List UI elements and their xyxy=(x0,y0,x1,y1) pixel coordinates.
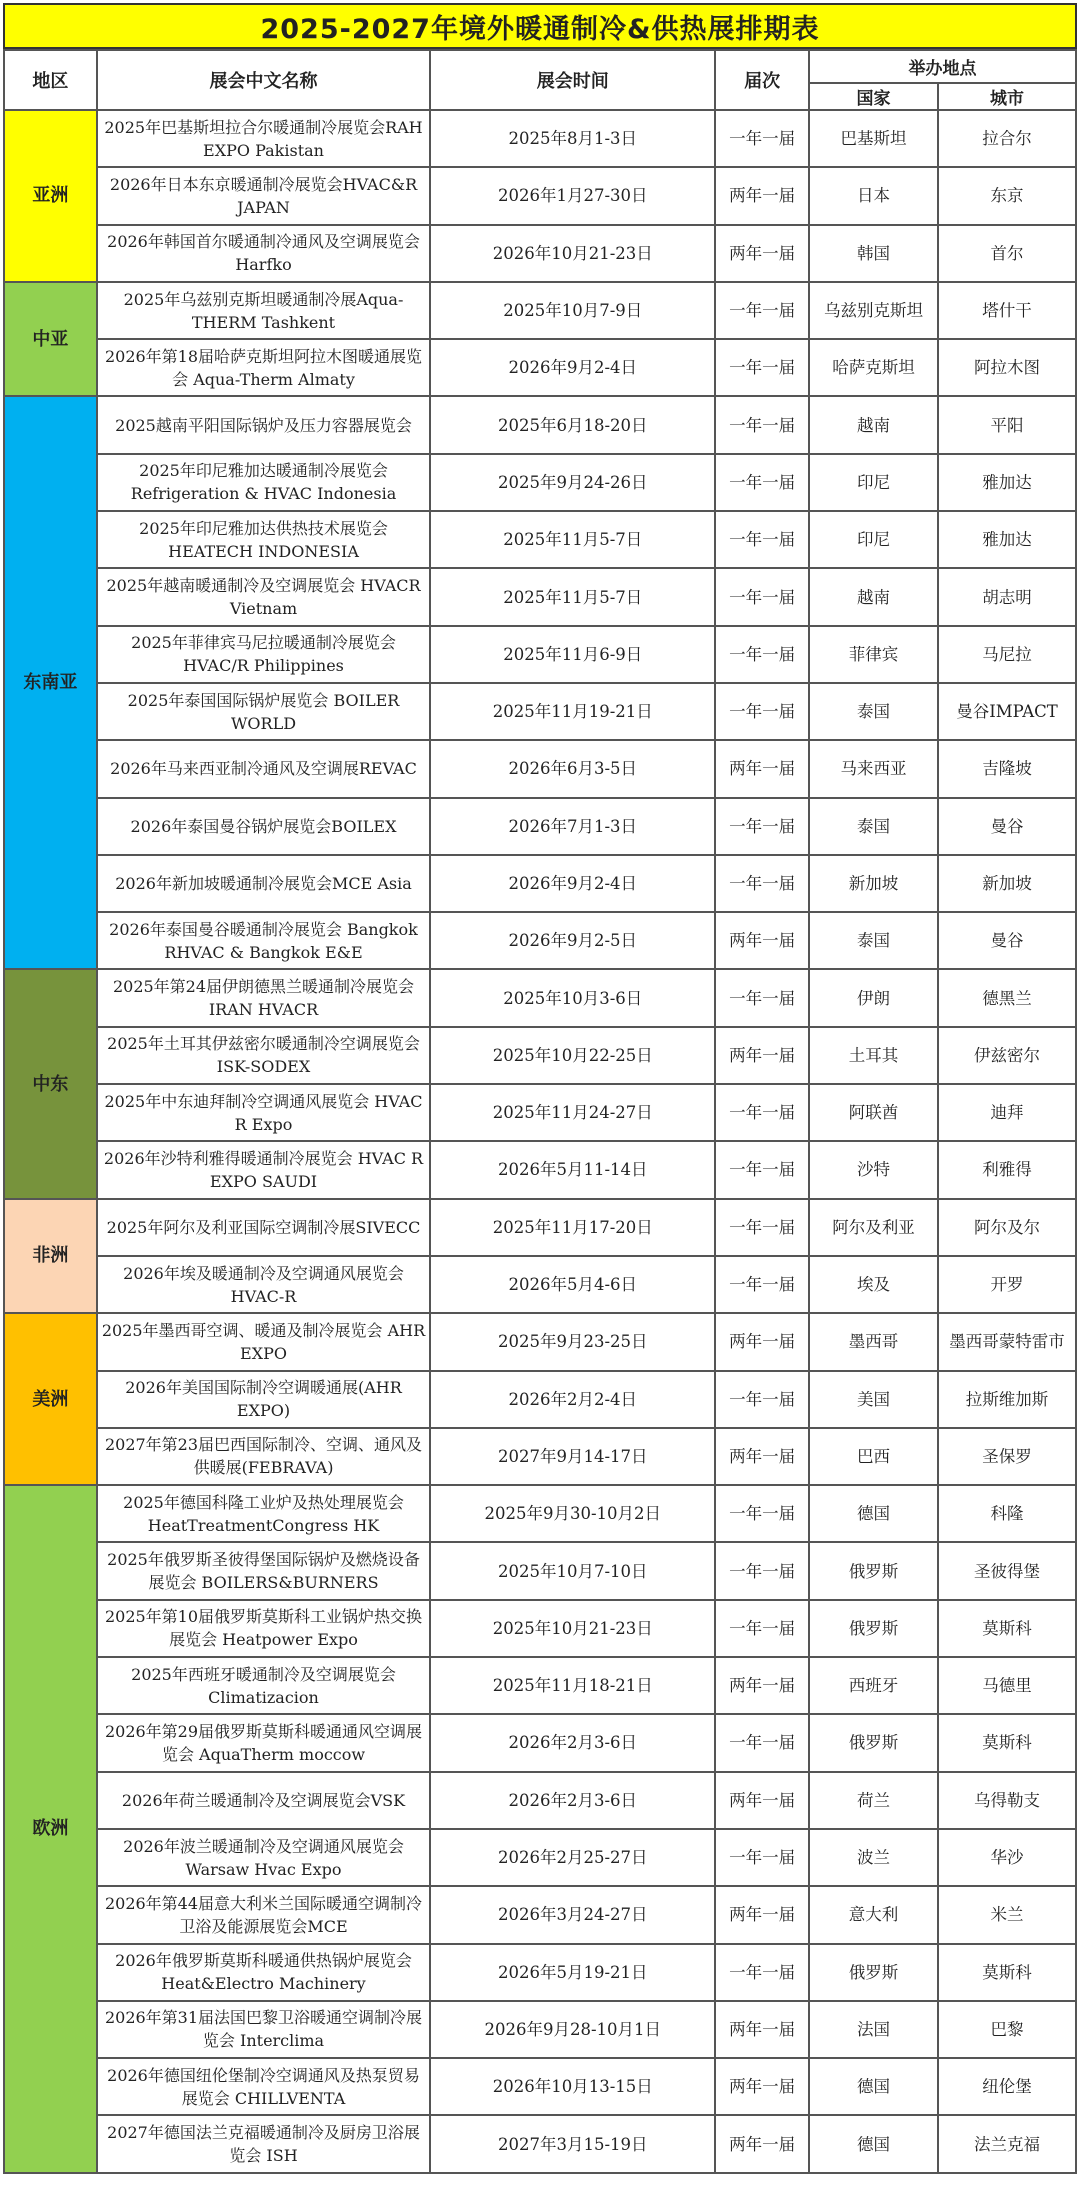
date-cell: 2025年10月3-6日 xyxy=(430,969,715,1026)
date-cell: 2026年9月2-4日 xyxy=(430,339,715,396)
country-cell: 俄罗斯 xyxy=(809,1542,938,1599)
session-cell: 两年一届 xyxy=(715,2115,809,2172)
date-cell: 2025年11月19-21日 xyxy=(430,683,715,740)
name-cell: 2026年德国纽伦堡制冷空调通风及热泵贸易展览会 CHILLVENTA xyxy=(97,2058,431,2115)
date-cell: 2026年2月25-27日 xyxy=(430,1829,715,1886)
city-cell: 新加坡 xyxy=(938,855,1076,912)
table-row xyxy=(4,912,1076,969)
date-cell: 2026年9月28-10月1日 xyxy=(430,2001,715,2058)
date-cell: 2025年11月5-7日 xyxy=(430,568,715,625)
name-cell: 2026年沙特利雅得暖通制冷展览会 HVAC R EXPO SAUDI xyxy=(97,1141,431,1198)
country-cell: 乌兹别克斯坦 xyxy=(809,282,938,339)
region-cell: 美洲 xyxy=(4,1313,97,1485)
city-cell: 开罗 xyxy=(938,1256,1076,1313)
city-cell: 乌得勒支 xyxy=(938,1772,1076,1829)
date-cell: 2025年11月18-21日 xyxy=(430,1657,715,1714)
table-row xyxy=(4,969,1076,1026)
header-region: 地区 xyxy=(4,50,97,110)
city-cell: 华沙 xyxy=(938,1829,1076,1886)
date-cell: 2026年5月4-6日 xyxy=(430,1256,715,1313)
session-cell: 一年一届 xyxy=(715,396,809,453)
table-row xyxy=(4,511,1076,568)
city-cell: 东京 xyxy=(938,167,1076,224)
session-cell: 一年一届 xyxy=(715,282,809,339)
country-cell: 俄罗斯 xyxy=(809,1714,938,1771)
date-cell: 2026年9月2-4日 xyxy=(430,855,715,912)
city-cell: 阿拉木图 xyxy=(938,339,1076,396)
date-cell: 2025年9月30-10月2日 xyxy=(430,1485,715,1542)
session-cell: 一年一届 xyxy=(715,511,809,568)
date-cell: 2026年6月3-5日 xyxy=(430,740,715,797)
session-cell: 两年一届 xyxy=(715,167,809,224)
session-cell: 一年一届 xyxy=(715,1714,809,1771)
table-row xyxy=(4,683,1076,740)
city-cell: 墨西哥蒙特雷市 xyxy=(938,1313,1076,1370)
country-cell: 墨西哥 xyxy=(809,1313,938,1370)
table-row xyxy=(4,1829,1076,1886)
table-row xyxy=(4,855,1076,912)
session-cell: 两年一届 xyxy=(715,1027,809,1084)
session-cell: 一年一届 xyxy=(715,110,809,167)
country-cell: 俄罗斯 xyxy=(809,1600,938,1657)
table-row xyxy=(4,1542,1076,1599)
session-cell: 一年一届 xyxy=(715,798,809,855)
header-city: 城市 xyxy=(938,83,1076,110)
name-cell: 2025年越南暖通制冷及空调展览会 HVACR Vietnam xyxy=(97,568,431,625)
date-cell: 2027年3月15-19日 xyxy=(430,2115,715,2172)
country-cell: 荷兰 xyxy=(809,1772,938,1829)
name-cell: 2025年乌兹别克斯坦暖通制冷展Aqua-THERM Tashkent xyxy=(97,282,431,339)
name-cell: 2025年阿尔及利亚国际空调制冷展SIVECC xyxy=(97,1199,431,1256)
country-cell: 德国 xyxy=(809,2115,938,2172)
session-cell: 一年一届 xyxy=(715,683,809,740)
table-row xyxy=(4,1772,1076,1829)
name-cell: 2025年印尼雅加达暖通制冷展览会Refrigeration & HVAC Indonesia xyxy=(97,454,431,511)
date-cell: 2026年5月19-21日 xyxy=(430,1944,715,2001)
name-cell: 2025年俄罗斯圣彼得堡国际锅炉及燃烧设备展览会 BOILERS&BURNERS xyxy=(97,1542,431,1599)
table-row xyxy=(4,1944,1076,2001)
name-cell: 2026年波兰暖通制冷及空调通风展览会 Warsaw Hvac Expo xyxy=(97,1829,431,1886)
country-cell: 日本 xyxy=(809,167,938,224)
date-cell: 2026年3月24-27日 xyxy=(430,1886,715,1943)
table-row xyxy=(4,1027,1076,1084)
country-cell: 新加坡 xyxy=(809,855,938,912)
table-row xyxy=(4,1199,1076,1256)
country-cell: 美国 xyxy=(809,1371,938,1428)
session-cell: 一年一届 xyxy=(715,1829,809,1886)
country-cell: 波兰 xyxy=(809,1829,938,1886)
session-cell: 一年一届 xyxy=(715,1084,809,1141)
table-row xyxy=(4,1714,1076,1771)
session-cell: 一年一届 xyxy=(715,1485,809,1542)
date-cell: 2025年8月1-3日 xyxy=(430,110,715,167)
name-cell: 2026年第44届意大利米兰国际暖通空调制冷卫浴及能源展览会MCE xyxy=(97,1886,431,1943)
region-cell: 欧洲 xyxy=(4,1485,97,2173)
session-cell: 两年一届 xyxy=(715,225,809,282)
name-cell: 2026年第18届哈萨克斯坦阿拉木图暖通展览会 Aqua-Therm Almaty xyxy=(97,339,431,396)
country-cell: 越南 xyxy=(809,396,938,453)
table-row xyxy=(4,454,1076,511)
name-cell: 2026年马来西亚制冷通风及空调展REVAC xyxy=(97,740,431,797)
session-cell: 两年一届 xyxy=(715,1657,809,1714)
country-cell: 哈萨克斯坦 xyxy=(809,339,938,396)
session-cell: 两年一届 xyxy=(715,1428,809,1485)
country-cell: 西班牙 xyxy=(809,1657,938,1714)
name-cell: 2026年泰国曼谷锅炉展览会BOILEX xyxy=(97,798,431,855)
table-row xyxy=(4,1084,1076,1141)
region-cell: 东南亚 xyxy=(4,396,97,969)
city-cell: 莫斯科 xyxy=(938,1714,1076,1771)
table-row xyxy=(4,1657,1076,1714)
city-cell: 吉隆坡 xyxy=(938,740,1076,797)
city-cell: 平阳 xyxy=(938,396,1076,453)
table-row xyxy=(4,1485,1076,1542)
country-cell: 德国 xyxy=(809,2058,938,2115)
table-row xyxy=(4,1886,1076,1943)
table-row xyxy=(4,2115,1076,2172)
city-cell: 莫斯科 xyxy=(938,1600,1076,1657)
name-cell: 2026年新加坡暖通制冷展览会MCE Asia xyxy=(97,855,431,912)
table-row xyxy=(4,798,1076,855)
date-cell: 2025年10月7-9日 xyxy=(430,282,715,339)
table-row xyxy=(4,1141,1076,1198)
name-cell: 2026年荷兰暖通制冷及空调展览会VSK xyxy=(97,1772,431,1829)
city-cell: 法兰克福 xyxy=(938,2115,1076,2172)
city-cell: 马德里 xyxy=(938,1657,1076,1714)
table-row xyxy=(4,1428,1076,1485)
name-cell: 2026年韩国首尔暖通制冷通风及空调展览会Harfko xyxy=(97,225,431,282)
city-cell: 拉斯维加斯 xyxy=(938,1371,1076,1428)
table-row xyxy=(4,339,1076,396)
country-cell: 意大利 xyxy=(809,1886,938,1943)
city-cell: 阿尔及尔 xyxy=(938,1199,1076,1256)
country-cell: 越南 xyxy=(809,568,938,625)
city-cell: 纽伦堡 xyxy=(938,2058,1076,2115)
date-cell: 2026年9月2-5日 xyxy=(430,912,715,969)
table-row xyxy=(4,110,1076,167)
schedule-table xyxy=(3,49,1077,2174)
name-cell: 2025年西班牙暖通制冷及空调展览会 Climatizacion xyxy=(97,1657,431,1714)
city-cell: 雅加达 xyxy=(938,454,1076,511)
name-cell: 2025年中东迪拜制冷空调通风展览会 HVAC R Expo xyxy=(97,1084,431,1141)
city-cell: 米兰 xyxy=(938,1886,1076,1943)
country-cell: 巴西 xyxy=(809,1428,938,1485)
name-cell: 2026年第31届法国巴黎卫浴暖通空调制冷展览会 Interclima xyxy=(97,2001,431,2058)
date-cell: 2026年2月2-4日 xyxy=(430,1371,715,1428)
country-cell: 泰国 xyxy=(809,912,938,969)
city-cell: 塔什干 xyxy=(938,282,1076,339)
country-cell: 土耳其 xyxy=(809,1027,938,1084)
city-cell: 伊兹密尔 xyxy=(938,1027,1076,1084)
session-cell: 一年一届 xyxy=(715,1542,809,1599)
country-cell: 伊朗 xyxy=(809,969,938,1026)
name-cell: 2026年埃及暖通制冷及空调通风展览会 HVAC-R xyxy=(97,1256,431,1313)
name-cell: 2025年第10届俄罗斯莫斯科工业锅炉热交换展览会 Heatpower Expo xyxy=(97,1600,431,1657)
country-cell: 巴基斯坦 xyxy=(809,110,938,167)
table-row xyxy=(4,225,1076,282)
header-venue: 举办地点 xyxy=(809,50,1076,83)
country-cell: 阿联酋 xyxy=(809,1084,938,1141)
date-cell: 2025年10月21-23日 xyxy=(430,1600,715,1657)
country-cell: 俄罗斯 xyxy=(809,1944,938,2001)
session-cell: 一年一届 xyxy=(715,339,809,396)
region-cell: 非洲 xyxy=(4,1199,97,1314)
session-cell: 一年一届 xyxy=(715,1600,809,1657)
date-cell: 2025年10月22-25日 xyxy=(430,1027,715,1084)
session-cell: 两年一届 xyxy=(715,2058,809,2115)
session-cell: 一年一届 xyxy=(715,1371,809,1428)
name-cell: 2025年墨西哥空调、暖通及制冷展览会 AHR EXPO xyxy=(97,1313,431,1370)
city-cell: 曼谷 xyxy=(938,912,1076,969)
date-cell: 2025年10月7-10日 xyxy=(430,1542,715,1599)
city-cell: 拉合尔 xyxy=(938,110,1076,167)
region-cell: 中亚 xyxy=(4,282,97,397)
city-cell: 胡志明 xyxy=(938,568,1076,625)
country-cell: 泰国 xyxy=(809,798,938,855)
region-cell: 亚洲 xyxy=(4,110,97,282)
name-cell: 2025年第24届伊朗德黑兰暖通制冷展览会IRAN HVACR xyxy=(97,969,431,1026)
header-country: 国家 xyxy=(809,83,938,110)
city-cell: 雅加达 xyxy=(938,511,1076,568)
session-cell: 两年一届 xyxy=(715,2001,809,2058)
date-cell: 2026年10月21-23日 xyxy=(430,225,715,282)
date-cell: 2026年2月3-6日 xyxy=(430,1772,715,1829)
table-row xyxy=(4,282,1076,339)
session-cell: 两年一届 xyxy=(715,740,809,797)
table-row xyxy=(4,1313,1076,1370)
city-cell: 迪拜 xyxy=(938,1084,1076,1141)
session-cell: 一年一届 xyxy=(715,568,809,625)
session-cell: 一年一届 xyxy=(715,1256,809,1313)
city-cell: 曼谷IMPACT xyxy=(938,683,1076,740)
date-cell: 2025年9月23-25日 xyxy=(430,1313,715,1370)
table-row xyxy=(4,2001,1076,2058)
country-cell: 法国 xyxy=(809,2001,938,2058)
table-row xyxy=(4,1256,1076,1313)
city-cell: 圣保罗 xyxy=(938,1428,1076,1485)
session-cell: 两年一届 xyxy=(715,1313,809,1370)
date-cell: 2026年1月27-30日 xyxy=(430,167,715,224)
schedule-body xyxy=(4,110,1076,2173)
city-cell: 马尼拉 xyxy=(938,626,1076,683)
date-cell: 2026年5月11-14日 xyxy=(430,1141,715,1198)
table-row xyxy=(4,1600,1076,1657)
session-cell: 两年一届 xyxy=(715,912,809,969)
date-cell: 2026年10月13-15日 xyxy=(430,2058,715,2115)
country-cell: 埃及 xyxy=(809,1256,938,1313)
name-cell: 2025年德国科隆工业炉及热处理展览会 HeatTreatmentCongress HK xyxy=(97,1485,431,1542)
session-cell: 一年一届 xyxy=(715,1944,809,2001)
country-cell: 菲律宾 xyxy=(809,626,938,683)
date-cell: 2026年7月1-3日 xyxy=(430,798,715,855)
date-cell: 2026年2月3-6日 xyxy=(430,1714,715,1771)
city-cell: 德黑兰 xyxy=(938,969,1076,1026)
name-cell: 2025年土耳其伊兹密尔暖通制冷空调展览会ISK-SODEX xyxy=(97,1027,431,1084)
session-cell: 一年一届 xyxy=(715,454,809,511)
table-row xyxy=(4,740,1076,797)
table-row xyxy=(4,396,1076,453)
date-cell: 2025年11月17-20日 xyxy=(430,1199,715,1256)
name-cell: 2026年俄罗斯莫斯科暖通供热锅炉展览会 Heat&Electro Machinery xyxy=(97,1944,431,2001)
country-cell: 印尼 xyxy=(809,454,938,511)
name-cell: 2025年泰国国际锅炉展览会 BOILER WORLD xyxy=(97,683,431,740)
city-cell: 科隆 xyxy=(938,1485,1076,1542)
name-cell: 2027年第23届巴西国际制冷、空调、通风及供暖展(FEBRAVA) xyxy=(97,1428,431,1485)
city-cell: 曼谷 xyxy=(938,798,1076,855)
session-cell: 一年一届 xyxy=(715,626,809,683)
schedule-sheet xyxy=(3,3,1077,2174)
table-row xyxy=(4,2058,1076,2115)
city-cell: 首尔 xyxy=(938,225,1076,282)
table-row xyxy=(4,568,1076,625)
city-cell: 莫斯科 xyxy=(938,1944,1076,2001)
name-cell: 2026年第29届俄罗斯莫斯科暖通通风空调展览会 AquaTherm moccow xyxy=(97,1714,431,1771)
header-session: 届次 xyxy=(715,50,809,110)
date-cell: 2027年9月14-17日 xyxy=(430,1428,715,1485)
session-cell: 一年一届 xyxy=(715,969,809,1026)
name-cell: 2026年泰国曼谷暖通制冷展览会 Bangkok RHVAC & Bangkok E&E xyxy=(97,912,431,969)
table-row xyxy=(4,1371,1076,1428)
country-cell: 韩国 xyxy=(809,225,938,282)
session-cell: 两年一届 xyxy=(715,1772,809,1829)
table-row xyxy=(4,626,1076,683)
name-cell: 2026年美国国际制冷空调暖通展(AHR EXPO) xyxy=(97,1371,431,1428)
city-cell: 圣彼得堡 xyxy=(938,1542,1076,1599)
session-cell: 两年一届 xyxy=(715,1886,809,1943)
country-cell: 沙特 xyxy=(809,1141,938,1198)
country-cell: 马来西亚 xyxy=(809,740,938,797)
city-cell: 巴黎 xyxy=(938,2001,1076,2058)
country-cell: 泰国 xyxy=(809,683,938,740)
name-cell: 2025年菲律宾马尼拉暖通制冷展览会 HVAC/R Philippines xyxy=(97,626,431,683)
date-cell: 2025年11月6-9日 xyxy=(430,626,715,683)
session-cell: 一年一届 xyxy=(715,855,809,912)
region-cell: 中东 xyxy=(4,969,97,1198)
name-cell: 2027年德国法兰克福暖通制冷及厨房卫浴展览会 ISH xyxy=(97,2115,431,2172)
session-cell: 一年一届 xyxy=(715,1141,809,1198)
city-cell: 利雅得 xyxy=(938,1141,1076,1198)
name-cell: 2025年印尼雅加达供热技术展览会HEATECH INDONESIA xyxy=(97,511,431,568)
date-cell: 2025年11月24-27日 xyxy=(430,1084,715,1141)
country-cell: 德国 xyxy=(809,1485,938,1542)
date-cell: 2025年11月5-7日 xyxy=(430,511,715,568)
date-cell: 2025年6月18-20日 xyxy=(430,396,715,453)
country-cell: 阿尔及利亚 xyxy=(809,1199,938,1256)
session-cell: 一年一届 xyxy=(715,1199,809,1256)
header-date: 展会时间 xyxy=(430,50,715,110)
name-cell: 2025年巴基斯坦拉合尔暖通制冷展览会RAH EXPO Pakistan xyxy=(97,110,431,167)
name-cell: 2026年日本东京暖通制冷展览会HVAC&R JAPAN xyxy=(97,167,431,224)
header-name: 展会中文名称 xyxy=(97,50,431,110)
name-cell: 2025越南平阳国际锅炉及压力容器展览会 xyxy=(97,396,431,453)
date-cell: 2025年9月24-26日 xyxy=(430,454,715,511)
table-row xyxy=(4,167,1076,224)
sheet-title: 2025-2027年境外暖通制冷&供热展排期表 xyxy=(3,3,1077,49)
country-cell: 印尼 xyxy=(809,511,938,568)
